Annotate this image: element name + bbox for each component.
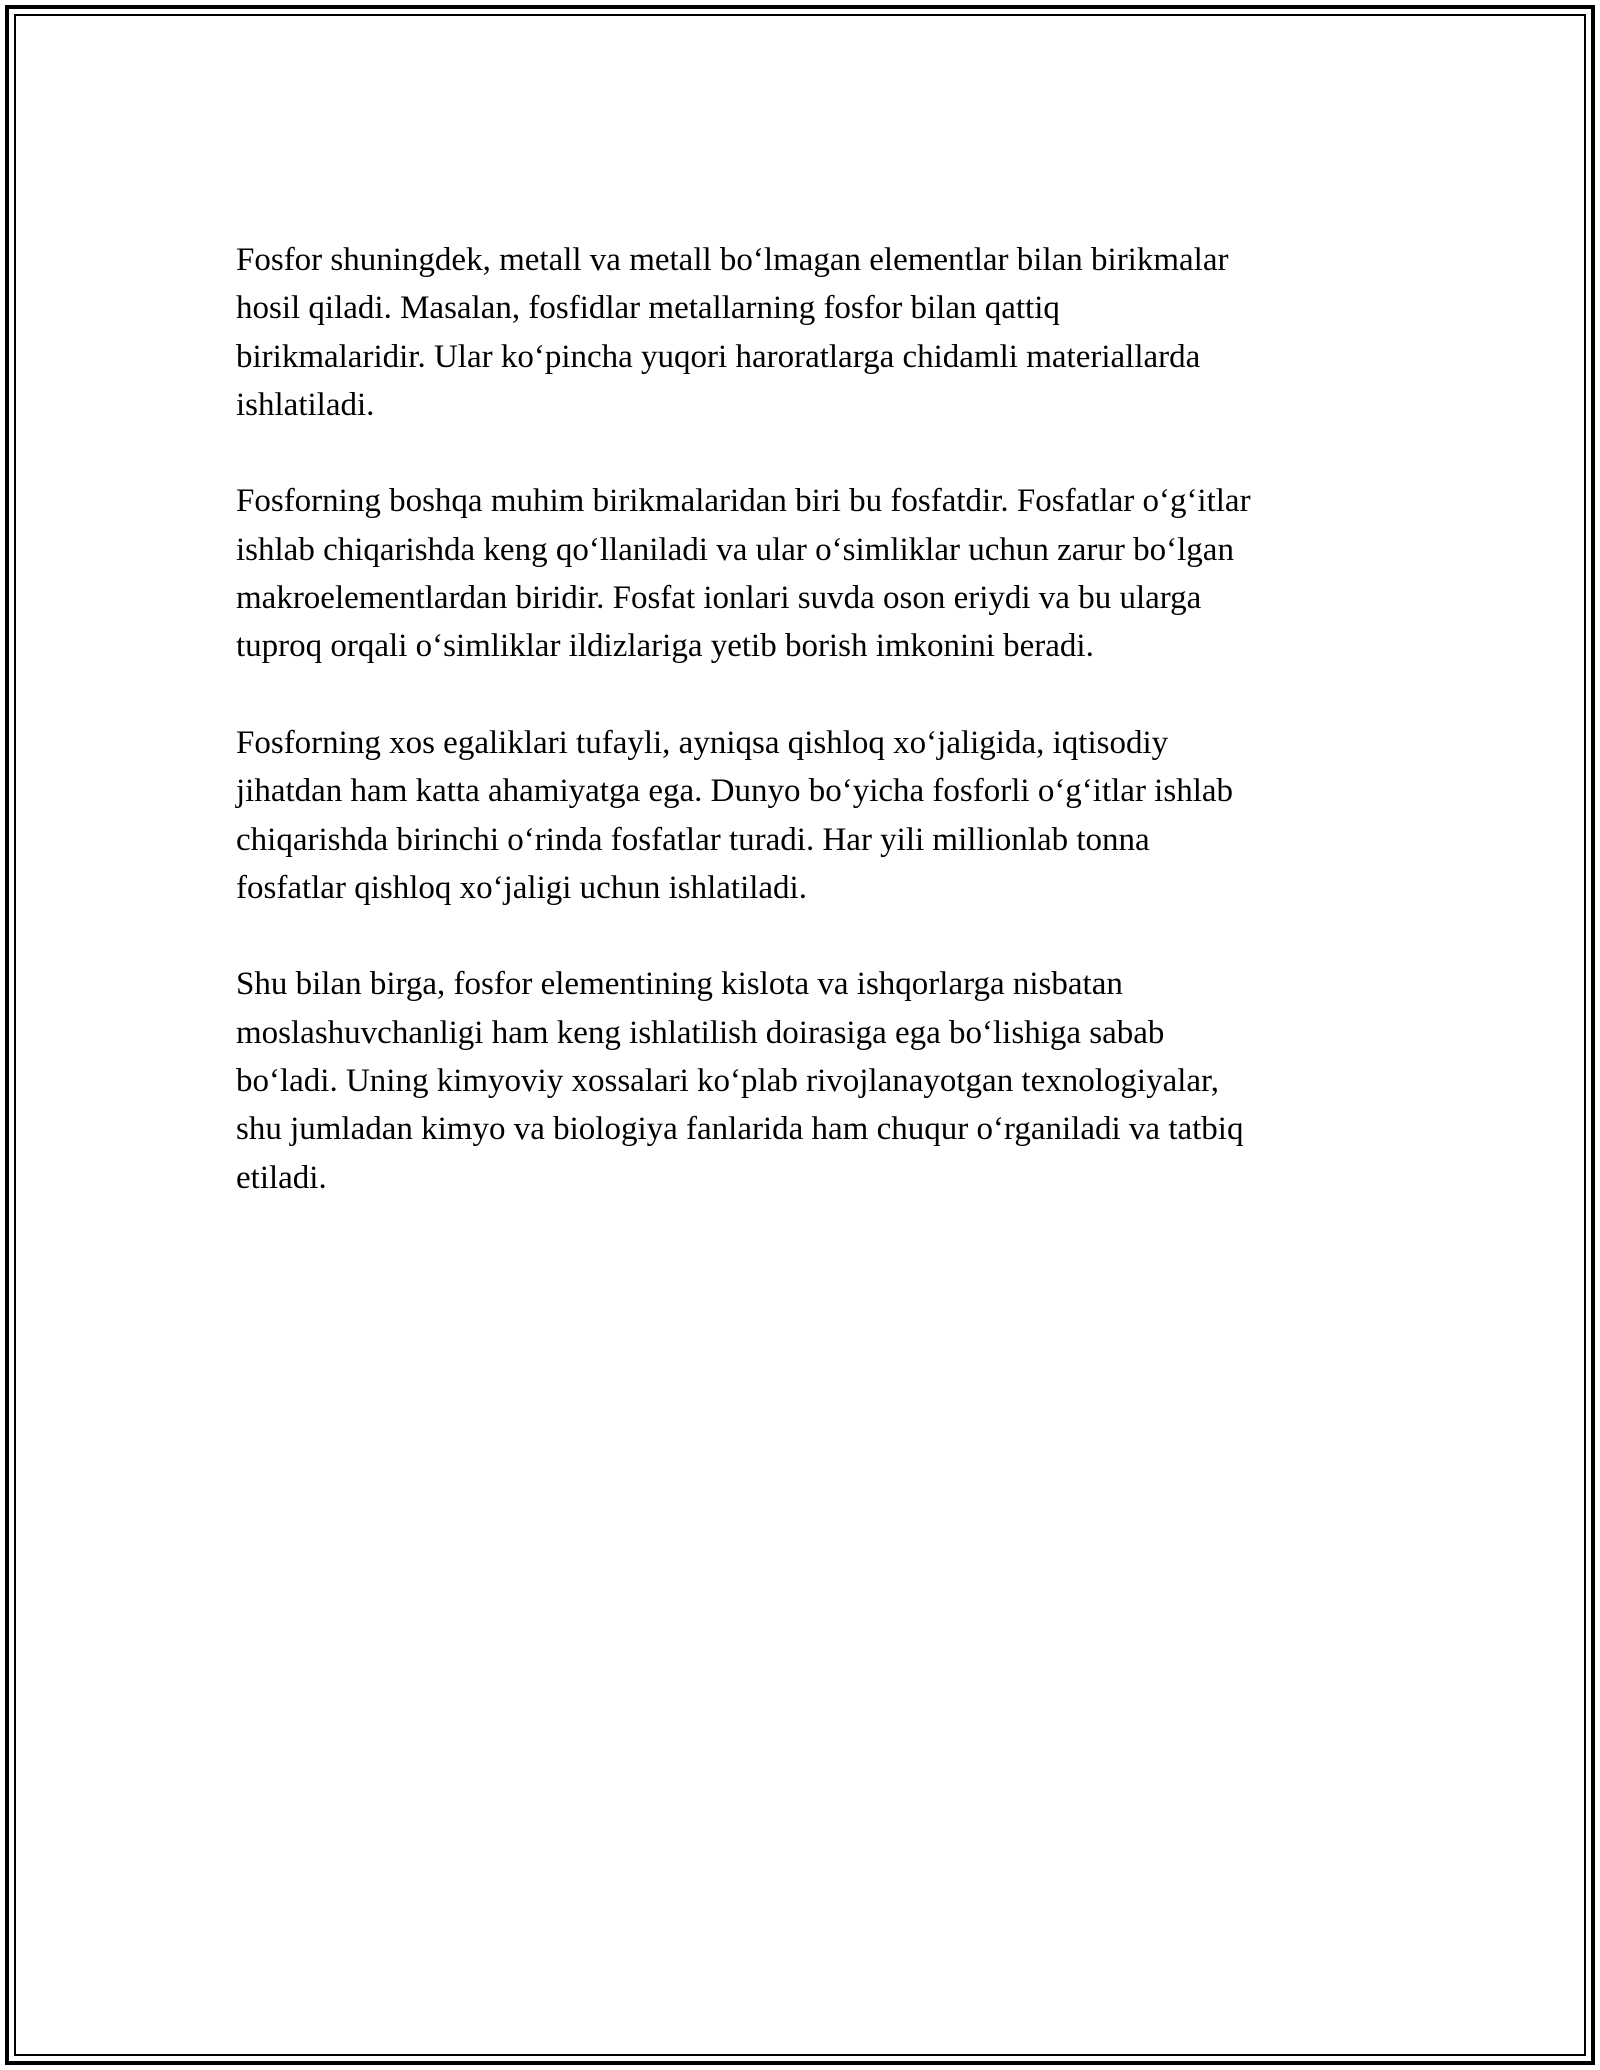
paragraph-1: Fosfor shuningdek, metall va metall bo‘lmagan elementlar bilan birikmalar hosil qiladi. Masalan, fosfidlar metallarning fosfor bilan qattiq birikmalaridir. Ular ko‘pincha yuqori haroratlarga chidamli materiallarda ishlatiladi. [236,242,1229,423]
paragraph-4: Shu bilan birga, fosfor elementining kislota va ishqorlarga nisbatan moslashuvchanligi ham keng ishlatilish doirasiga ega bo‘lishiga sabab bo‘ladi. Uning kimyoviy xossalari ko‘plab rivojlanayotgan texnologiyalar, shu jumladan kimyo va biologiya fanlarida ham chuqur o‘rganiladi va tatbiq etiladi. [236,966,1244,1196]
document-body [236,236,1386,1250]
paragraph-2: Fosforning boshqa muhim birikmalaridan biri bu fosfatdir. Fosfatlar o‘g‘itlar ishlab chiqarishda keng qo‘llaniladi va ular o‘simliklar uchun zarur bo‘lgan makroelementlardan biridir. Fosfat ionlari suvda oson eriydi va bu ularga tuproq orqali o‘simliklar ildizlariga yetib borish imkonini beradi. [236,483,1251,665]
paragraph-3: Fosforning xos egaliklari tufayli, ayniqsa qishloq xo‘jaligida, iqtisodiy jihatdan ham katta ahamiyatga ega. Dunyo bo‘yicha fosforli o‘g‘itlar ishlab chiqarishda birinchi o‘rinda fosfatlar turadi. Har yili millionlab tonna fosfatlar qishloq xo‘jaligi uchun ishlatiladi. [236,724,1234,906]
